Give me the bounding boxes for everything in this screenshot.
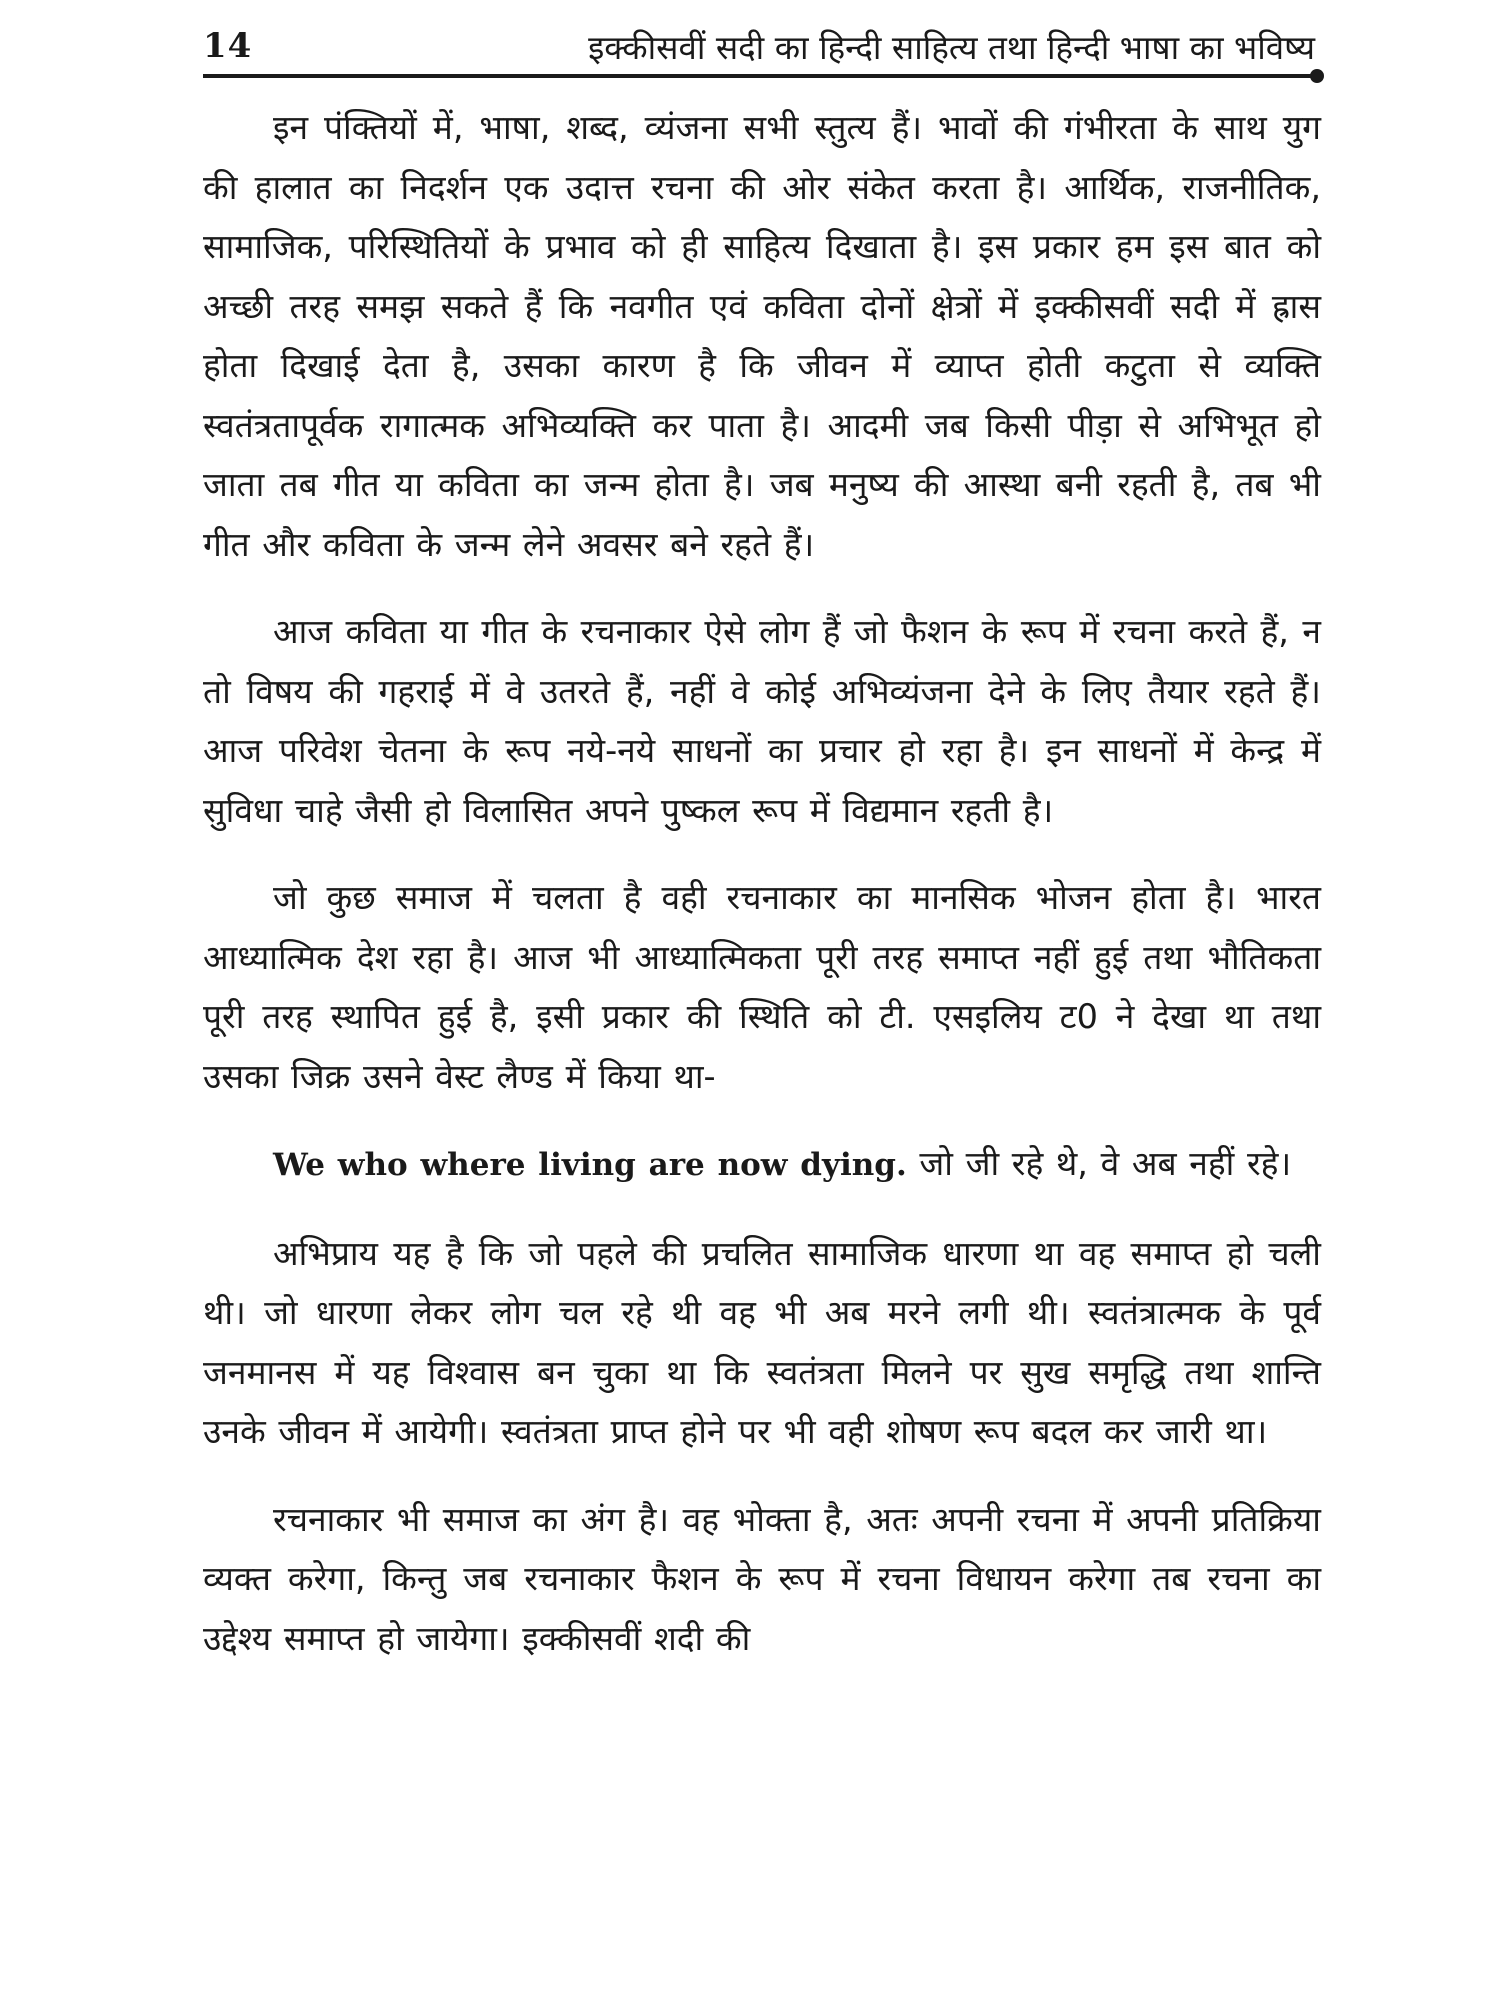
- page-body: [203, 98, 1321, 1696]
- running-title: इक्कीसवीं सदी का हिन्दी साहित्य तथा हिन्दी भाषा का भविष्य: [588, 28, 1315, 67]
- paragraph: अभिप्राय यह है कि जो पहले की प्रचलित सामाजिक धारणा था वह समाप्त हो चली थी। जो धारणा लेकर लोग चल रहे थी वह भी अब मरने लगी थी। स्वतंत्रात्मक के पूर्व जनमानस में यह विश्वास बन चुका था कि स्वतंत्रता मिलने पर सुख समृद्धि तथा शान्ति उनके जीवन में आयेगी। स्वतंत्रता प्राप्त होने पर भी वही शोषण रूप बदल कर जारी था।: [203, 1233, 1321, 1451]
- paragraph: जो कुछ समाज में चलता है वही रचनाकार का मानसिक भोजन होता है। भारत आध्यात्मिक देश रहा है। आज भी आध्यात्मिकता पूरी तरह समाप्त नहीं हुई तथा भौतिकता पूरी तरह स्थापित हुई है, इसी प्रकार की स्थिति को टी. एसइलिय ट0 ने देखा था तथा उसका जिक्र उसने वेस्ट लैण्ड में किया था-: [203, 878, 1321, 1096]
- paragraph: रचनाकार भी समाज का अंग है। वह भोक्ता है, अतः अपनी रचना में अपनी प्रतिक्रिया व्यक्त करेगा, किन्तु जब रचनाकार फैशन के रूप में रचना विधायन करेगा तब रचना का उद्देश्य समाप्त हो जायेगा। इक्कीसवीं शदी की: [203, 1499, 1321, 1658]
- paragraph: इन पंक्तियों में, भाषा, शब्द, व्यंजना सभी स्तुत्य हैं। भावों की गंभीरता के साथ युग की हालात का निदर्शन एक उदात्त रचना की ओर संकेत करता है। आर्थिक, राजनीतिक, सामाजिक, परिस्थितियों के प्रभाव को ही साहित्य दिखाता है। इस प्रकार हम इस बात को अच्छी तरह समझ सकते हैं कि नवगीत एवं कविता दोनों क्षेत्रों में इक्कीसवीं सदी में ह्रास होता दिखाई देता है, उसका कारण है कि जीवन में व्याप्त होती कटुता से व्यक्ति स्वतंत्रतापूर्वक रागात्मक अभिव्यक्ति कर पाता है। आदमी जब किसी पीड़ा से अभिभूत हो जाता तब गीत या कविता का जन्म होता है। जब मनुष्य की आस्था बनी रहती है, तब भी गीत और कविता के जन्म लेने अवसर बने रहते हैं।: [203, 108, 1321, 564]
- english-quote: We who where living are now dying.: [273, 1147, 907, 1183]
- header-rule-dot: [1310, 69, 1324, 83]
- page-header: [203, 20, 1323, 82]
- header-rule: [203, 74, 1317, 78]
- quote-translation: जो जी रहे थे, वे अब नहीं रहे।: [906, 1144, 1292, 1183]
- paragraph: आज कविता या गीत के रचनाकार ऐसे लोग हैं जो फैशन के रूप में रचना करते हैं, न तो विषय की गहराई में वे उतरते हैं, नहीं वे कोई अभिव्यंजना देने के लिए तैयार रहते हैं। आज परिवेश चेतना के रूप नये-नये साधनों का प्रचार हो रहा है। इन साधनों में केन्द्र में सुविधा चाहे जैसी हो विलासित अपने पुष्कल रूप में विद्यमान रहती है।: [203, 612, 1321, 830]
- quote-paragraph: [203, 1134, 1321, 1196]
- page-number: 14: [203, 26, 253, 66]
